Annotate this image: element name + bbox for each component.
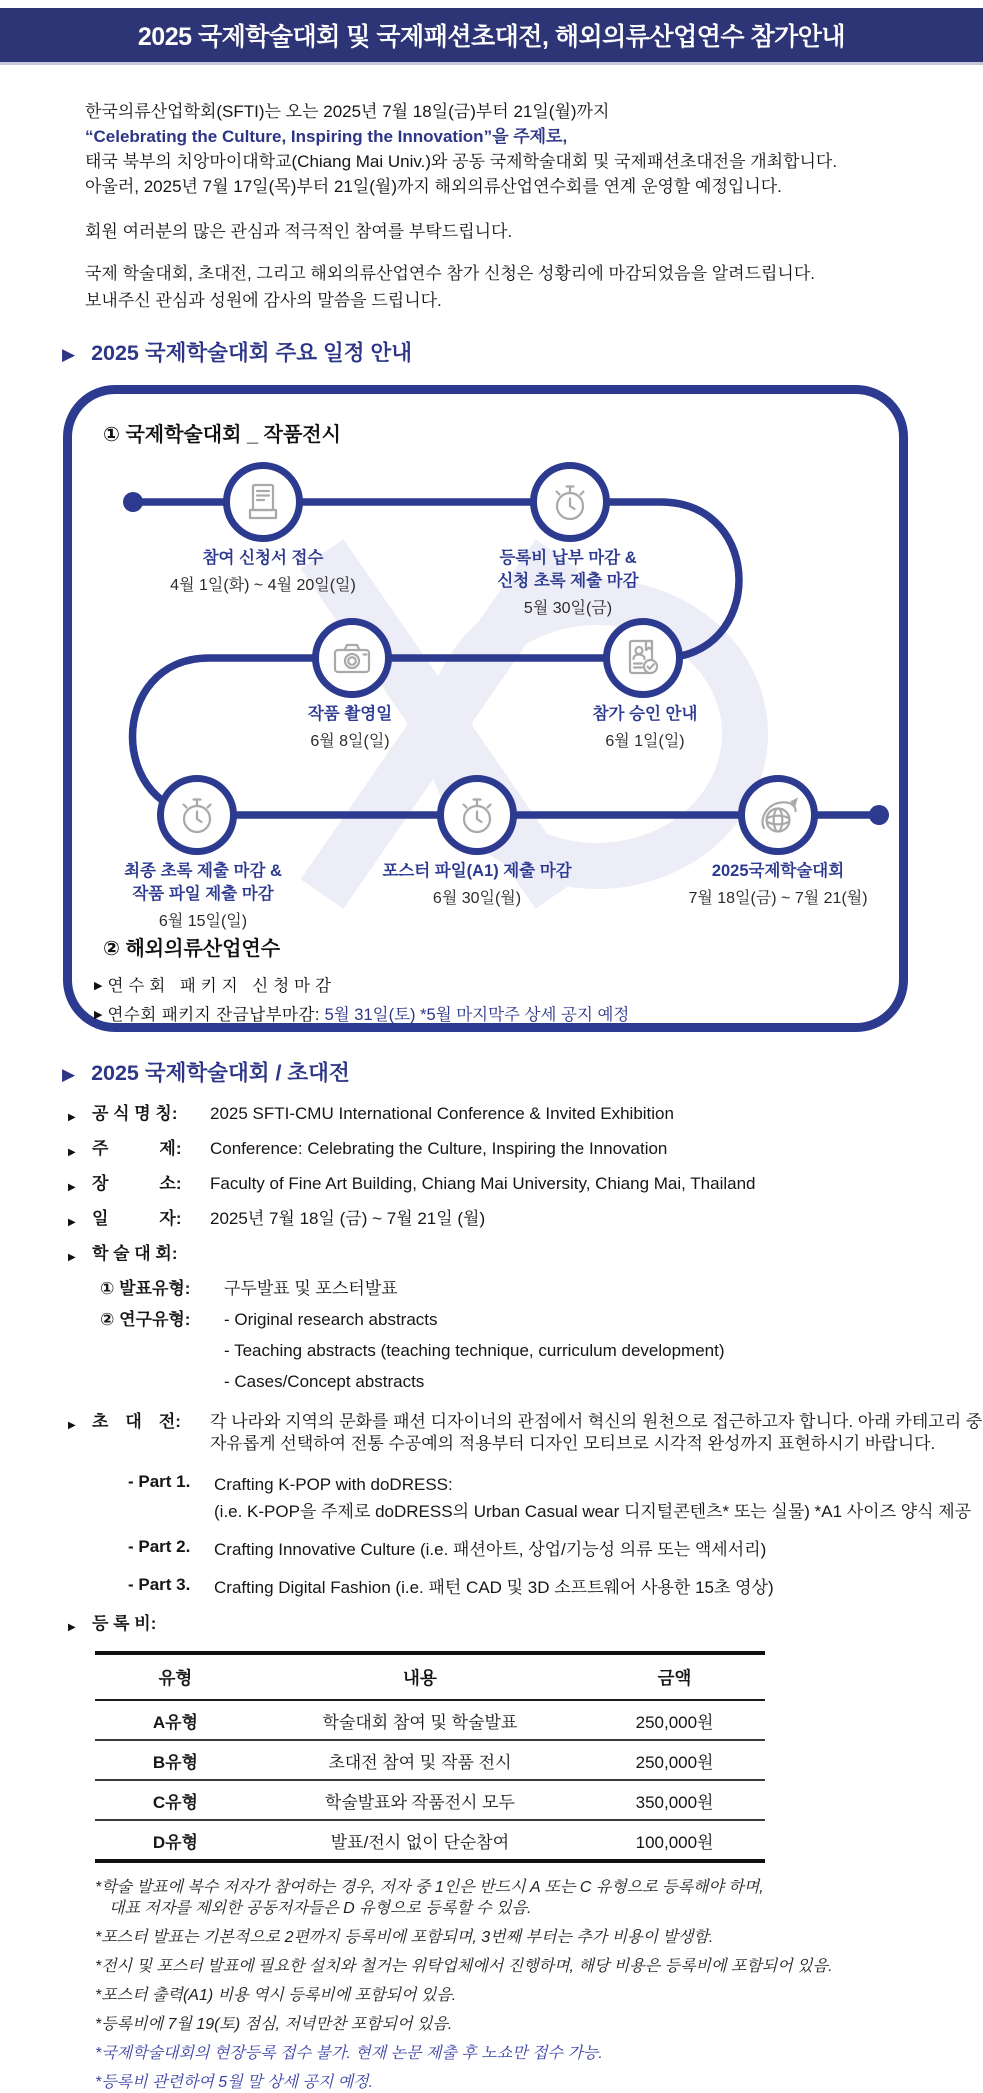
item-value: Conference: Celebrating the Culture, Inspiring the Innovation (210, 1139, 668, 1158)
schedule-section-heading (62, 338, 983, 370)
conference-theme: “Celebrating the Culture, Inspiring the Innovation”을 주제로, (85, 127, 568, 146)
part-value (214, 1536, 766, 1563)
details-heading-text: 2025 국제학술대회 / 초대전 (91, 1061, 350, 1085)
milestone-label (170, 547, 356, 597)
fee-row-c (95, 1780, 765, 1820)
milestone-label (382, 860, 571, 910)
schedule-heading-text: 2025 국제학술대회 주요 일정 안내 (91, 341, 413, 365)
camera-icon (330, 636, 374, 680)
page-title: 2025 국제학술대회 및 국제패션초대전, 해외의류산업연수 참가안내 (137, 23, 846, 51)
milestone-title: 작품 파일 제출 마감 (132, 885, 274, 903)
milestone-node (157, 775, 237, 855)
title-banner (0, 8, 983, 65)
training-payment-item (94, 1001, 629, 1025)
item-bullet-icon: ▶ (68, 1420, 76, 1431)
exhibition-desc-line: 자유롭게 선택하여 전통 수공예의 적용부터 디자인 모티브로 시각적 완성까지 표현하시기 바랍니다. (210, 1434, 936, 1453)
intro-line: 한국의류산업학회(SFTI)는 오는 2025년 7월 18일(금)부터 21일(월)까지 (85, 102, 610, 121)
application-document-icon (241, 480, 285, 524)
milestone-date: 6월 1일(일) (605, 733, 685, 750)
closing-line: 보내주신 관심과 성원에 감사의 말씀을 드립니다. (85, 291, 442, 310)
item-value: 2025 SFTI-CMU International Conference & Invited Exhibition (210, 1104, 674, 1123)
footnotes (95, 1877, 983, 2093)
training-payment-value: 5월 31일(토) *5월 마지막주 상세 공지 예정 (324, 1006, 630, 1024)
milestone-node (312, 618, 392, 698)
presentation-type-row (100, 1278, 983, 1300)
stopwatch-icon (455, 793, 499, 837)
item-bullet-icon: ▶ (68, 1217, 76, 1228)
item-bullet-icon: ▶ (68, 1622, 76, 1633)
fee-amount-cell: 350,000원 (584, 1780, 765, 1820)
intro-paragraph (85, 99, 983, 199)
registration-fee-row (68, 1613, 983, 1639)
fee-header-amount: 금액 (584, 1653, 765, 1700)
milestone-label (308, 703, 392, 753)
details-section-heading (62, 1058, 983, 1090)
milestone-title: 포스터 파일(A1) 제출 마감 (382, 862, 572, 880)
fee-type-cell: C유형 (95, 1780, 256, 1820)
footnote-line: *학술 발표에 복수 저자가 참여하는 경우, 저자 중 1인은 반드시 A 또는 C 유형으로 등록해야 하며, (95, 1879, 764, 1896)
closing-notice (85, 260, 983, 314)
item-label: 등 록 비: (92, 1614, 157, 1633)
schedule-timeline-box (63, 385, 908, 1032)
footnote-line: 대표 저자를 제외한 공동저자들은 D 유형으로 등록할 수 있음. (109, 1900, 532, 1917)
milestone-date: 6월 30일(월) (432, 890, 522, 907)
part-label: - Part 2. (128, 1537, 191, 1556)
footnote: *포스터 발표는 기본적으로 2편까지 등록비에 포함되며, 3번째 부터는 추가 비용이 발생함. (95, 1929, 714, 1946)
milestone-label (497, 547, 638, 620)
item-bullet-icon: ▶ (68, 1252, 76, 1263)
fee-row-a (95, 1700, 765, 1740)
item-label: 주 제: (92, 1139, 182, 1158)
milestone-label (124, 860, 282, 933)
milestone-date: 4월 1일(화) ~ 4월 20일(일) (170, 577, 356, 594)
milestone-node (738, 775, 818, 855)
part-line: Crafting K-POP with doDRESS: (214, 1475, 453, 1494)
exhibition-row (68, 1411, 983, 1455)
item-label: 공 식 명 칭: (92, 1104, 178, 1123)
small-arrow-bullet-icon: ▶ (94, 1009, 103, 1021)
closing-line: 국제 학술대회, 초대전, 그리고 해외의류산업연수 참가 신청은 성황리에 마감되었음을 알려드립니다. (85, 264, 815, 283)
research-type-line: - Cases/Concept abstracts (224, 1372, 425, 1391)
milestone-date: 6월 15일(일) (158, 913, 248, 930)
milestone-title: 참가 승인 안내 (592, 705, 698, 723)
milestone-node (437, 775, 517, 855)
item-bullet-icon: ▶ (68, 1147, 76, 1158)
milestone-title: 2025국제학술대회 (711, 862, 845, 880)
fee-type-cell: A유형 (95, 1700, 256, 1740)
fee-amount-cell: 250,000원 (584, 1740, 765, 1780)
milestone-node (530, 462, 610, 542)
milestone-title: 작품 촬영일 (307, 705, 393, 723)
fee-row-d (95, 1820, 765, 1861)
item-label: 일 자: (92, 1209, 182, 1228)
fee-header-type: 유형 (95, 1653, 256, 1700)
milestone-label (593, 703, 698, 753)
training-deadline-label: 연수회 패키지 신청마감 (107, 977, 337, 995)
fee-type-cell: B유형 (95, 1740, 256, 1780)
conference-row (68, 1243, 983, 1269)
fee-header-row (95, 1653, 765, 1700)
footnote-highlight: *등록비 관련하여 5월 말 상세 공지 예정. (95, 2074, 374, 2091)
fee-amount-cell: 250,000원 (584, 1700, 765, 1740)
intro-line: 아울러, 2025년 7월 17일(목)부터 21일(월)까지 해외의류산업연수회를 연계 운영할 예정입니다. (85, 177, 782, 196)
date-row (68, 1208, 983, 1234)
training-deadline-item (94, 972, 336, 996)
sub-item-value: 구두발표 및 포스터발표 (224, 1279, 398, 1298)
training-payment-label: 연수회 패키지 잔금납부마감: (107, 1006, 320, 1024)
small-arrow-bullet-icon: ▶ (94, 980, 103, 992)
registration-fee-table (95, 1651, 765, 1863)
fee-amount-cell: 100,000원 (635, 1833, 714, 1852)
research-type-line: - Original research abstracts (224, 1310, 438, 1329)
milestone-title: 신청 초록 제출 마감 (497, 572, 639, 590)
official-name-row (68, 1103, 983, 1129)
item-label: 장 소: (92, 1174, 182, 1193)
fee-content-cell: 발표/전시 없이 단순참여 (330, 1833, 510, 1852)
approval-document-icon (621, 636, 665, 680)
item-bullet-icon: ▶ (68, 1182, 76, 1193)
venue-row (68, 1173, 983, 1199)
part-value (214, 1574, 774, 1601)
milestone-label (688, 860, 867, 910)
part3-row (128, 1574, 983, 1601)
research-type-values (224, 1309, 725, 1402)
milestone-title: 참여 신청서 접수 (202, 549, 324, 567)
part-line: (i.e. K-POP을 주제로 doDRESS의 Urban Casual wear 디지털콘텐츠* 또는 실물) *A1 사이즈 양식 제공 (214, 1502, 972, 1521)
stopwatch-icon (548, 480, 592, 524)
milestone-date: 6월 8일(일) (310, 733, 390, 750)
intro-line: 태국 북부의 치앙마이대학교(Chiang Mai Univ.)와 공동 국제학술대회 및 국제패션초대전을 개최합니다. (85, 152, 838, 171)
footnote-highlight: *국제학술대회의 현장등록 접수 불가. 현재 논문 제출 후 노쇼만 접수 가능. (95, 2045, 603, 2062)
item-bullet-icon: ▶ (68, 1112, 76, 1123)
part2-row (128, 1536, 983, 1563)
research-type-row (100, 1309, 983, 1402)
exhibition-desc-line: 각 나라와 지역의 문화를 패션 디자이너의 관점에서 혁신의 원천으로 접근하고자 합니다. 아래 카테고리 중 (210, 1412, 983, 1431)
intro-thanks: 회원 여러분의 많은 관심과 적극적인 참여를 부탁드립니다. (85, 222, 513, 241)
arrow-bullet-icon: ▶ (62, 1065, 76, 1084)
milestone-title: 최종 초록 제출 마감 & (124, 862, 282, 880)
part-label: - Part 3. (128, 1575, 191, 1594)
milestone-node (603, 618, 683, 698)
sub-item-label: ② 연구유형: (100, 1310, 191, 1329)
fee-content-cell: 학술발표와 작품전시 모두 (256, 1780, 584, 1820)
sub-item-label: ① 발표유형: (100, 1279, 191, 1298)
fee-header-content: 내용 (256, 1653, 584, 1700)
part-line: Crafting Innovative Culture (i.e. 패션아트, 상업/기능성 의류 또는 액세서리) (214, 1540, 767, 1559)
part-label: - Part 1. (128, 1472, 191, 1491)
footnote: *등록비에 7월 19(토) 점심, 저녁만찬 포함되어 있음. (95, 2016, 453, 2033)
part1-row (128, 1471, 983, 1525)
part-value (214, 1471, 971, 1525)
fee-type-cell: D유형 (152, 1833, 198, 1852)
item-value: 2025년 7월 18일 (금) ~ 7월 21일 (월) (210, 1209, 486, 1228)
timeline-part1-title: ① 국제학술대회 _ 작품전시 (103, 424, 341, 446)
stopwatch-icon (175, 793, 219, 837)
milestone-node (223, 462, 303, 542)
research-type-line: - Teaching abstracts (teaching technique, curriculum development) (224, 1341, 725, 1360)
milestone-date: 7월 18일(금) ~ 7월 21(월) (688, 890, 868, 907)
item-label: 초 대 전: (92, 1412, 181, 1431)
footnote (95, 1877, 983, 1919)
fee-row-b (95, 1740, 765, 1780)
fee-content-cell: 학술대회 참여 및 학술발표 (256, 1700, 584, 1740)
item-value: Faculty of Fine Art Building, Chiang Mai University, Chiang Mai, Thailand (210, 1174, 756, 1193)
part-line: Crafting Digital Fashion (i.e. 패턴 CAD 및 3D 소프트웨어 사용한 15초 영상) (214, 1578, 774, 1597)
theme-row (68, 1138, 983, 1164)
exhibition-description (210, 1411, 983, 1455)
milestone-title: 등록비 납부 마감 & (499, 549, 637, 567)
footnote: *포스터 출력(A1) 비용 역시 등록비에 포함되어 있음. (95, 1987, 457, 2004)
milestone-date: 5월 30일(금) (523, 600, 613, 617)
arrow-bullet-icon: ▶ (62, 345, 76, 364)
globe-airplane-icon (756, 793, 800, 837)
item-label: 학 술 대 회: (92, 1244, 178, 1263)
timeline-part2-title: ② 해외의류산업연수 (103, 938, 281, 960)
footnote: *전시 및 포스터 발표에 필요한 설치와 철거는 위탁업체에서 진행하며, 해당 비용은 등록비에 포함되어 있음. (95, 1958, 833, 1975)
details-list (68, 1103, 983, 2093)
fee-content-cell: 초대전 참여 및 작품 전시 (256, 1740, 584, 1780)
